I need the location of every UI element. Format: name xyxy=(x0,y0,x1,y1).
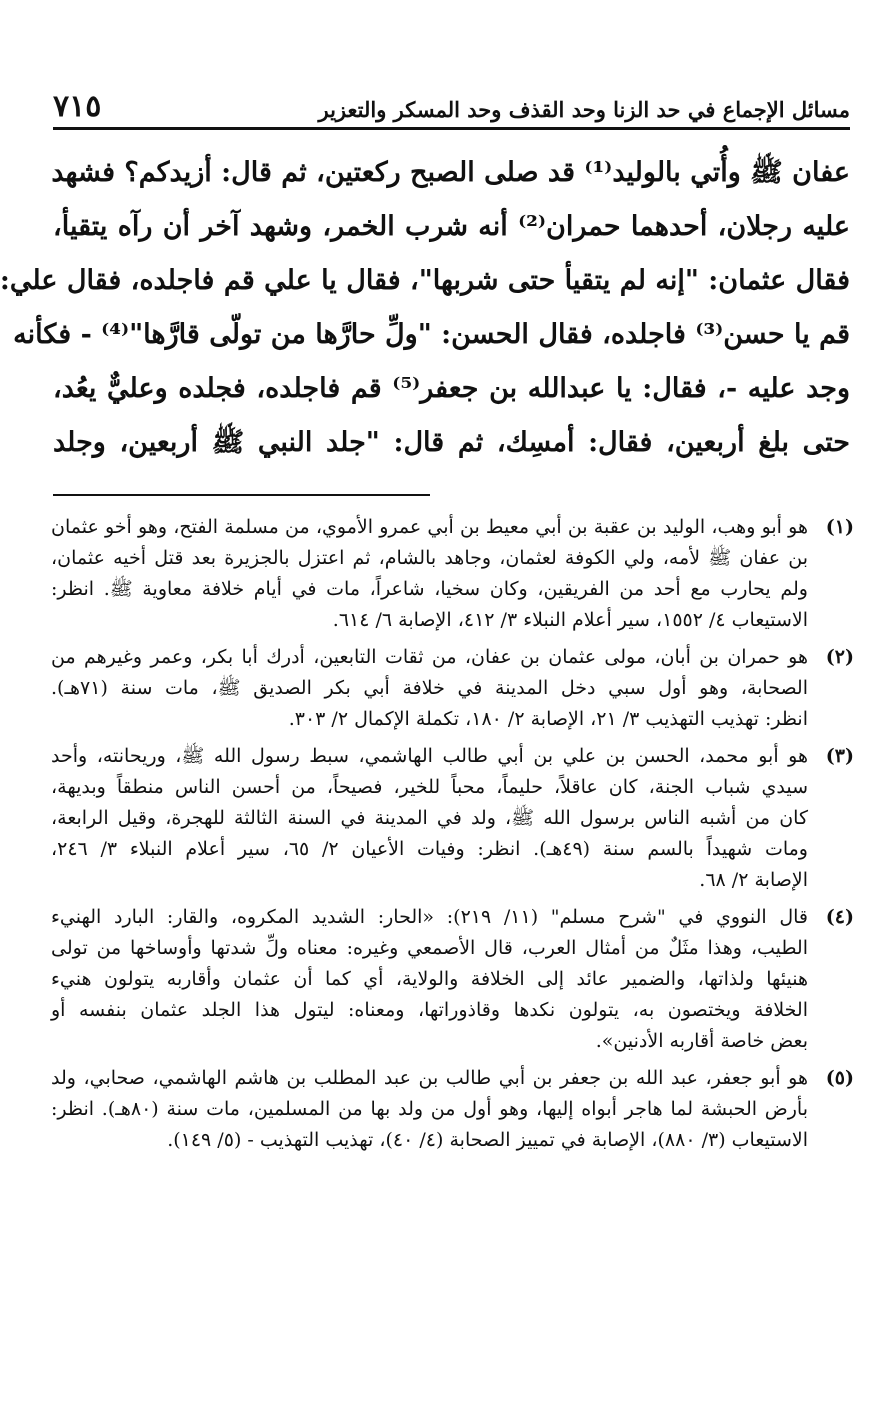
main-text-line: فقال عثمان: "إنه لم يتقيأ حتى شربها"، فقال يا علي قم فاجلده، فقال علي: xyxy=(0,265,850,296)
main-text-line: عليه رجلان، أحدهما حمران⁽²⁾ أنه شرب الخمر، وشهد آخر أن رآه يتقيأ، xyxy=(53,211,851,242)
footnote-line: هو أبو جعفر، عبد الله بن جعفر بن أبي طالب بن عبد المطلب بن هاشم الهاشمي، صحابي، ولد xyxy=(51,1067,808,1089)
footnote-rule xyxy=(53,494,430,496)
footnote-line: هو أبو محمد، الحسن بن علي بن أبي طالب الهاشمي، سبط رسول الله ﷺ، وريحانته، وأحد xyxy=(51,745,808,767)
footnote-1 xyxy=(51,512,854,636)
footnote-line: سيدي شباب الجنة، كان عاقلاً، حليماً، محباً للخير، فصيحاً، من أحسن الناس منطقاً وبديهة، xyxy=(51,776,808,798)
footnote-line: الطيب، وهذا مثَلٌ من أمثال العرب، قال الأصمعي وغيره: معناه ولِّ شدتها وأوساخها من تولى xyxy=(51,937,808,959)
footnote-4 xyxy=(51,902,854,1057)
footnote-5 xyxy=(51,1063,854,1156)
footnote-number: (٥) xyxy=(825,1067,854,1089)
footnote-line: الإصابة ٢/ ٦٨. xyxy=(699,869,808,891)
running-title: مسائل الإجماع في حد الزنا وحد القذف وحد المسكر والتعزير xyxy=(318,97,850,122)
footnote-number: (٤) xyxy=(825,906,854,928)
footnote-line: ومات شهيداً بالسم سنة (٤٩هـ). انظر: وفيات الأعيان ٢/ ٦٥، سير أعلام النبلاء ٣/ ٢٤٦، xyxy=(51,838,808,860)
header-rule xyxy=(53,127,850,130)
footnote-3 xyxy=(51,741,854,896)
footnote-body xyxy=(51,1063,808,1156)
footnote-line: الاستيعاب ٤/ ١٥٥٢، سير أعلام النبلاء ٣/ ٤١٢، الإصابة ٦/ ٦١٤. xyxy=(332,609,808,631)
footnote-body xyxy=(51,512,808,636)
main-text xyxy=(0,146,851,470)
footnote-body xyxy=(51,741,808,896)
footnote-body xyxy=(51,642,808,735)
footnote-line: بعض خاصة أقاربه الأدنين». xyxy=(595,1030,808,1052)
page-header xyxy=(53,78,850,126)
footnote-line: قال النووي في "شرح مسلم" (١١/ ٢١٩): «الحار: الشديد المكروه، والقار: البارد الهنيء xyxy=(51,906,808,928)
footnote-line: الاستيعاب (٣/ ٨٨٠)، الإصابة في تمييز الصحابة (٤/ ٤٠)، تهذيب التهذيب - (٥/ ١٤٩). xyxy=(167,1129,808,1151)
footnote-number: (١) xyxy=(825,516,854,538)
footnote-number: (٣) xyxy=(825,745,854,767)
footnote-line: ولم يحارب مع أحد من الفريقين، وكان سخيا، شاعراً، مات في أيام خلافة معاوية ﷺ. انظر: xyxy=(51,578,808,600)
footnote-line: هنيئها ولذاتها، والضمير عائد إلى الخلافة والولاية، أي كما أن عثمان وأقاربه يتولون هنيء xyxy=(51,968,808,990)
footnote-line: بأرض الحبشة لما هاجر أبواه إليها، وهو أول من ولد بها من المسلمين، مات سنة (٨٠هـ). انظر: xyxy=(51,1098,809,1120)
footnote-line: بن عفان ﷺ لأمه، ولي الكوفة لعثمان، وجاهد بالشام، ثم اعتزل بالجزيرة بعد قتل أخيه عثمان، xyxy=(51,547,808,569)
footnote-line: هو حمران بن أبان، مولى عثمان بن عفان، من ثقات التابعين، أدرك أبا بكر، وعمر وغيرهم من xyxy=(51,646,808,668)
footnotes xyxy=(51,512,854,1162)
main-text-line: عفان ﷺ وأُتي بالوليد⁽¹⁾ قد صلى الصبح ركعتين، ثم قال: أزيدكم؟ فشهد xyxy=(51,157,850,188)
footnote-body xyxy=(51,902,808,1057)
footnote-line: هو أبو وهب، الوليد بن عقبة بن أبي معيط بن أبي عمرو الأموي، من مسلمة الفتح، وهو أخو عثمان xyxy=(51,516,808,538)
footnote-line: الخلافة ويختصون به، يتولون نكدها وقاذوراتها، ومعناه: ليتول هذا الجلد عثمان بنفسه أو xyxy=(51,999,808,1021)
footnote-number: (٢) xyxy=(825,646,854,668)
footnote-2 xyxy=(51,642,854,735)
footnote-line: كان من أشبه الناس برسول الله ﷺ، ولد في المدينة في السنة الثالثة للهجرة، وقيل الرابعة، xyxy=(51,807,808,829)
footnote-line: الصحابة، وهو أول سبي دخل المدينة في خلافة أبي بكر الصديق ﷺ، مات سنة (٧١هـ). xyxy=(51,677,808,699)
main-text-line: وجد عليه -، فقال: يا عبدالله بن جعفر⁽⁵⁾ قم فاجلده، فجلده وعليٌّ يعُد، xyxy=(53,373,850,404)
page-number: ٧١٥ xyxy=(53,89,102,124)
main-text-line: قم يا حسن⁽³⁾ فاجلده، فقال الحسن: "ولِّ حارَّها من تولّى قارَّها"⁽⁴⁾ - فكأنه xyxy=(13,319,850,350)
main-text-line: حتى بلغ أربعين، فقال: أمسِك، ثم قال: "جلد النبي ﷺ أربعين، وجلد xyxy=(53,427,850,458)
footnote-line: انظر: تهذيب التهذيب ٣/ ٢١، الإصابة ٢/ ١٨٠، تكملة الإكمال ٢/ ٣٠٣. xyxy=(288,708,808,730)
